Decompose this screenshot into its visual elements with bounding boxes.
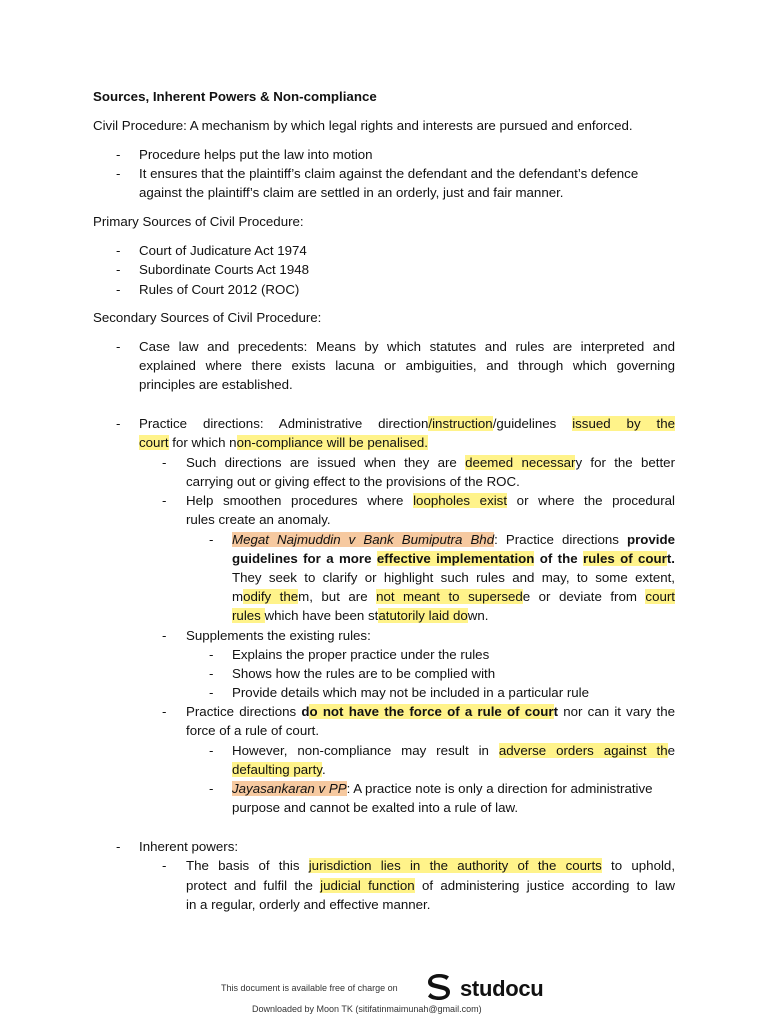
practice-directions-line-2 <box>139 433 428 452</box>
bullet-dash: - <box>209 647 214 662</box>
text-run: Practice directions <box>186 704 302 719</box>
primary-sources-heading: Primary Sources of Civil Procedure: <box>93 214 304 229</box>
highlighted-text: court <box>139 435 169 450</box>
text-run: Such directions are issued when they are <box>186 455 466 470</box>
bullet-dash: - <box>209 666 214 681</box>
megat-line-3: They seek to clarify or highlight such rules and may, to some extent, <box>232 570 675 585</box>
text-run: for which n <box>168 435 237 450</box>
case-law-line-2: explained where there exists lacuna or ambiguities, and through which governing <box>139 358 675 373</box>
bullet-dash: - <box>116 243 121 258</box>
jayasankaran-line-1 <box>232 779 653 798</box>
bullet-dash: - <box>209 781 214 796</box>
such-directions-line-1 <box>186 453 675 472</box>
help-smoothen-line-2: rules create an anomaly. <box>186 512 331 527</box>
highlighted-text: /instruction <box>428 416 493 431</box>
text-run: y for the better <box>575 455 675 470</box>
cp-bullet-2-line-2: against the plaintiff’s claim are settled in an orderly, just and fair manner. <box>139 185 564 200</box>
primary-source-2: Subordinate Courts Act 1948 <box>139 262 310 277</box>
case-name: Megat Najmuddin v Bank Bumiputra Bhd <box>232 532 495 547</box>
bullet-dash: - <box>116 416 121 431</box>
bullet-dash: - <box>162 628 167 643</box>
document-title: Sources, Inherent Powers & Non-compliance <box>93 89 377 104</box>
highlighted-text: judicial function <box>320 878 415 893</box>
text-run: m <box>232 589 244 604</box>
highlighted-text: rules of cour <box>582 551 667 566</box>
cp-bullet-2-line-1: It ensures that the plaintiff’s claim against the defendant and the defendant’s defence <box>139 166 639 181</box>
bold-text: t <box>553 704 559 719</box>
such-directions-line-2: carrying out or giving effect to the provisions of the ROC. <box>186 474 520 489</box>
highlighted-text: o not have the force of a rule of cour <box>309 704 554 719</box>
text-run: to uphold, <box>601 858 676 873</box>
primary-source-1: Court of Judicature Act 1974 <box>139 243 307 258</box>
studocu-logo[interactable] <box>424 971 543 1006</box>
highlighted-text: rules <box>232 608 265 623</box>
footer-downloaded-by: Downloaded by Moon TK (sitifatinmaimunah@gmail.com) <box>252 1004 482 1014</box>
bullet-dash: - <box>116 839 121 854</box>
footer-notice: This document is available free of charge on <box>221 983 398 993</box>
supplement-3: Provide details which may not be included in a particular rule <box>232 685 589 700</box>
text-run: wn. <box>467 608 489 623</box>
text-run: t. <box>666 551 675 566</box>
highlighted-text: jurisdiction lies in the authority of the courts <box>308 858 602 873</box>
bullet-dash: - <box>209 685 214 700</box>
highlighted-text: atutorily laid do <box>378 608 468 623</box>
help-smoothen-line-1 <box>186 491 675 510</box>
bullet-dash: - <box>209 532 214 547</box>
inherent-powers-heading: Inherent powers: <box>139 839 239 854</box>
highlighted-text: on-compliance will be penalised. <box>236 435 428 450</box>
highlighted-text: issued by the <box>572 416 675 431</box>
highlighted-text: court <box>645 589 675 604</box>
highlighted-text: deemed necessar <box>465 455 576 470</box>
case-name: Jayasankaran v PP <box>232 781 347 796</box>
text-run: protect and fulfil the <box>186 878 321 893</box>
supplement-2: Shows how the rules are to be complied with <box>232 666 496 681</box>
text-run: Help smoothen procedures where <box>186 493 414 508</box>
highlighted-text: defaulting party <box>232 762 322 777</box>
civil-procedure-definition: Civil Procedure: A mechanism by which legal rights and interests are pursued and enforced. <box>93 118 633 133</box>
text-run: guidelines for a more <box>232 551 377 566</box>
megat-line-5 <box>232 606 489 625</box>
text-run: m, but are <box>298 589 377 604</box>
highlighted-text: loopholes exist <box>413 493 508 508</box>
however-line-1 <box>232 741 675 760</box>
bullet-dash: - <box>162 704 167 719</box>
studocu-logo-icon <box>424 971 454 1006</box>
inherent-powers-line-1 <box>186 856 675 875</box>
supplements-heading: Supplements the existing rules: <box>186 628 371 643</box>
bullet-dash: - <box>116 262 121 277</box>
bold-text: provide <box>626 532 675 547</box>
text-run: of the <box>539 551 583 566</box>
case-law-line-3: principles are established. <box>139 377 293 392</box>
jayasankaran-line-2: purpose and cannot be exalted into a rule of law. <box>232 800 519 815</box>
bullet-dash: - <box>162 455 167 470</box>
bold-text: d <box>301 704 310 719</box>
bullet-dash: - <box>116 147 121 162</box>
text-run: . <box>321 762 326 777</box>
text-run: e or deviate from <box>522 589 646 604</box>
case-law-line-1: Case law and precedents: Means by which statutes and rules are interpreted and <box>139 339 675 354</box>
bullet-dash: - <box>116 166 121 181</box>
bullet-dash: - <box>116 282 121 297</box>
primary-source-3: Rules of Court 2012 (ROC) <box>139 282 300 297</box>
text-run: or where the procedural <box>507 493 675 508</box>
text-run: The basis of this <box>186 858 309 873</box>
force-line-2: force of a rule of court. <box>186 723 320 738</box>
text-run: However, non-compliance may result in <box>232 743 499 758</box>
force-line-1 <box>186 702 675 721</box>
text-run: : Practice directions <box>494 532 627 547</box>
highlighted-text: adverse orders against th <box>498 743 668 758</box>
cp-bullet-1: Procedure helps put the law into motion <box>139 147 373 162</box>
megat-line-2 <box>232 549 675 568</box>
however-line-2 <box>232 760 326 779</box>
text-run: : A practice note is only a direction for administrative <box>346 781 653 796</box>
bullet-dash: - <box>116 339 121 354</box>
bullet-dash: - <box>209 743 214 758</box>
highlighted-text: effective implementation <box>376 551 535 566</box>
inherent-powers-line-2 <box>186 876 675 895</box>
text-run: which have been st <box>264 608 379 623</box>
inherent-powers-line-3: in a regular, orderly and effective manner. <box>186 897 431 912</box>
text-run: /guidelines <box>492 416 573 431</box>
text-run: nor can it vary the <box>558 704 675 719</box>
bullet-dash: - <box>162 858 167 873</box>
bullet-dash: - <box>162 493 167 508</box>
text-run: of administering justice according to law <box>414 878 675 893</box>
studocu-wordmark: studocu <box>460 975 544 1001</box>
practice-directions-line-1 <box>139 414 675 433</box>
highlighted-text: not meant to supersed <box>376 589 523 604</box>
secondary-sources-heading: Secondary Sources of Civil Procedure: <box>93 310 322 325</box>
text-run: e <box>667 743 675 758</box>
supplement-1: Explains the proper practice under the rules <box>232 647 490 662</box>
text-run: Practice directions: Administrative direction <box>139 416 429 431</box>
megat-line-4 <box>232 587 675 606</box>
highlighted-text: odify the <box>243 589 299 604</box>
megat-line-1 <box>232 530 675 549</box>
